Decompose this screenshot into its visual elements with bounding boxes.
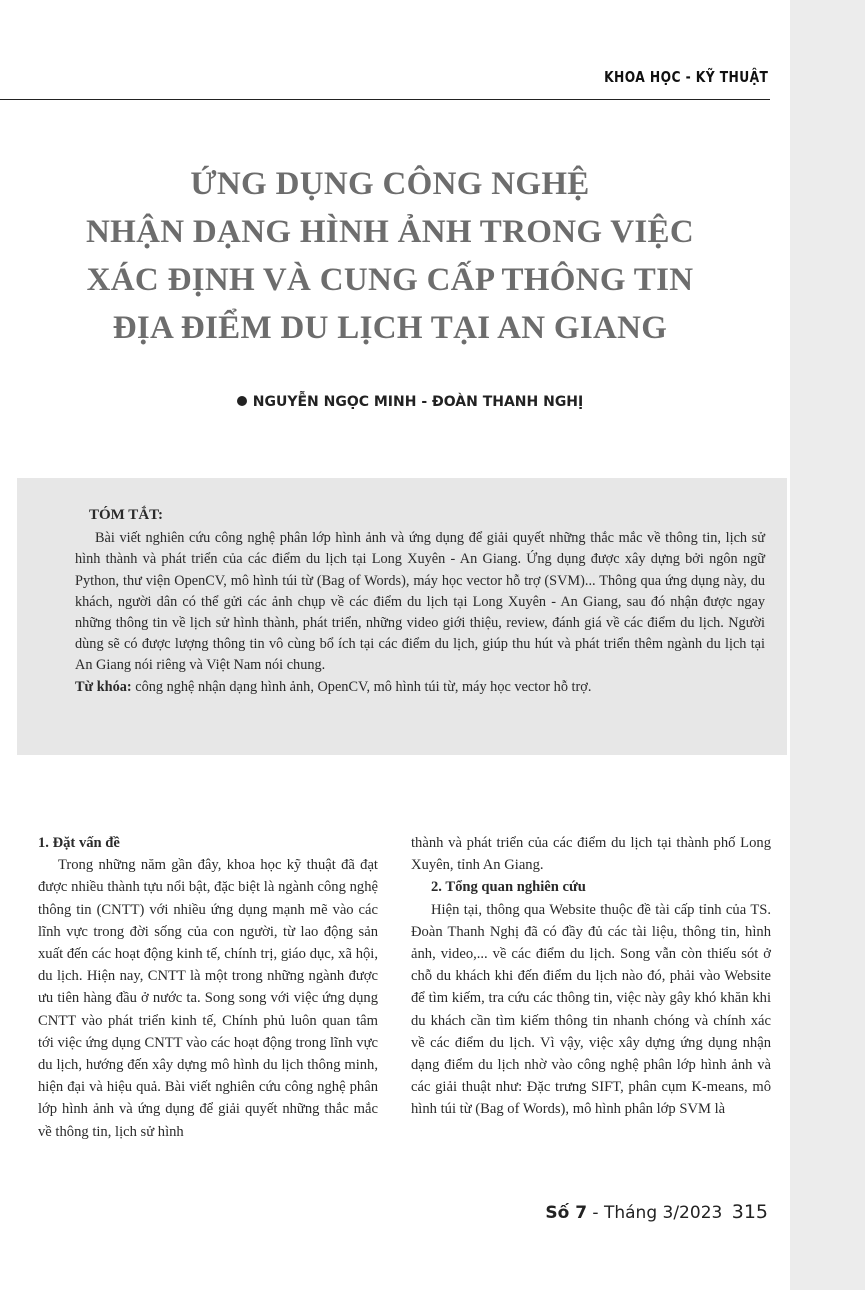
section-2-body: Hiện tại, thông qua Website thuộc đề tài cấp tỉnh của TS. Đoàn Thanh Nghị đã có đầy đủ các tài liệu, thông tin, hình ảnh, video,... về các điểm du lịch. Song vẫn còn thiếu sót ở chỗ du khách khi đến điểm du lịch nào đó, phải vào Website để tìm kiếm, tra cứu các thông tin, việc này gây khó khăn khi du khách cần tìm kiếm thông tin nhanh chóng và chính xác về các điểm du lịch. Vì vậy, việc xây dựng ứng dụng nhận dạng điểm du lịch nhờ vào công nghệ phân lớp hình ảnh và các giải thuật như: Đặc trưng SIFT, phân cụm K-means, mô hình túi từ (Bag of Words), mô hình phân lớp SVM là [411,901,771,1118]
section-1-continuation: thành và phát triển của các điểm du lịch tại thành phố Long Xuyên, tỉnh An Giang. [411,835,771,874]
bullet-icon [237,396,247,406]
title-line-3: XÁC ĐỊNH VÀ CUNG CẤP THÔNG TIN [86,262,694,298]
section-1-body: Trong những năm gần đây, khoa học kỹ thuật đã đạt được nhiều thành tựu nổi bật, đặc biệt là ngành công nghệ thông tin (CNTT) với nhiều ứng dụng mạnh mẽ vào các lĩnh vực trong đời sống của con người, từ lao động sản xuất đến các hoạt động kinh tế, chính trị, giáo dục, xã hội, du lịch. Hiện nay, CNTT là một trong những ngành được ưu tiên hàng đầu ở nước ta. Song song với việc ứng dụng CNTT vào phát triển kinh tế, Chính phủ luôn quan tâm tới việc ứng dụng CNTT vào các hoạt động trong lĩnh vực du lịch, hướng đến xây dựng mô hình du lịch thông minh, hiện đại và hiệu quả. Bài viết nghiên cứu công nghệ phân lớp hình ảnh và ứng dụng để giải quyết những thắc mắc về thông tin, lịch sử hình [38,857,378,1140]
page-number: 315 [731,1201,768,1223]
author-names: NGUYỄN NGỌC MINH - ĐOÀN THANH NGHỊ [252,394,584,410]
title-line-4: ĐỊA ĐIỂM DU LỊCH TẠI AN GIANG [112,310,668,346]
section-2-heading: 2. Tổng quan nghiên cứu [431,879,586,896]
header-rule [0,99,770,100]
abstract-content [75,505,765,698]
title-line-2: NHẬN DẠNG HÌNH ẢNH TRONG VIỆC [86,214,694,250]
issue-number: Số 7 [545,1203,588,1223]
title-line-1: ỨNG DỤNG CÔNG NGHỆ [190,166,590,202]
abstract-box [17,478,787,755]
page-edge-strip [790,0,865,1290]
page-footer [545,1201,768,1223]
abstract-heading: TÓM TẮT: [89,507,164,523]
section-1-heading: 1. Đặt vấn đề [38,835,120,851]
section-header: KHOA HỌC - KỸ THUẬT [603,68,768,86]
keywords-text: công nghệ nhận dạng hình ảnh, OpenCV, mô hình túi từ, máy học vector hỗ trợ. [135,678,592,695]
abstract-body: Bài viết nghiên cứu công nghệ phân lớp hình ảnh và ứng dụng để giải quyết những thắc mắc về thông tin, lịch sử hình thành và phát triển của các điểm du lịch tại Long Xuyên - An Giang. Ứng dụng được xây dựng bởi ngôn ngữ Python, thư viện OpenCV, mô hình túi từ (Bag of Words), máy học vector hỗ trợ (SVM)... Thông qua ứng dụng này, du khách, người dân có thể gửi các ảnh chụp về các điểm du lịch tại Long Xuyên - An Giang, sau đó nhận được ngay những thông tin về lịch sử hình thành, phát triển, những video giới thiệu, review, đánh giá về các điểm du lịch. Người dùng sẽ có được lượng thông tin vô cùng bổ ích tại các điểm du lịch, giúp thu hút và phát triển thêm ngành du lịch tại An Giang nói riêng và Việt Nam nói chung. [75,530,765,674]
article-title [60,160,720,352]
author-line [200,394,620,410]
keywords-label: Từ khóa: [75,678,132,695]
right-column [411,832,771,1121]
issue-date: - Tháng 3/2023 [587,1203,728,1223]
keywords-line [75,677,765,698]
left-column [38,832,378,1143]
